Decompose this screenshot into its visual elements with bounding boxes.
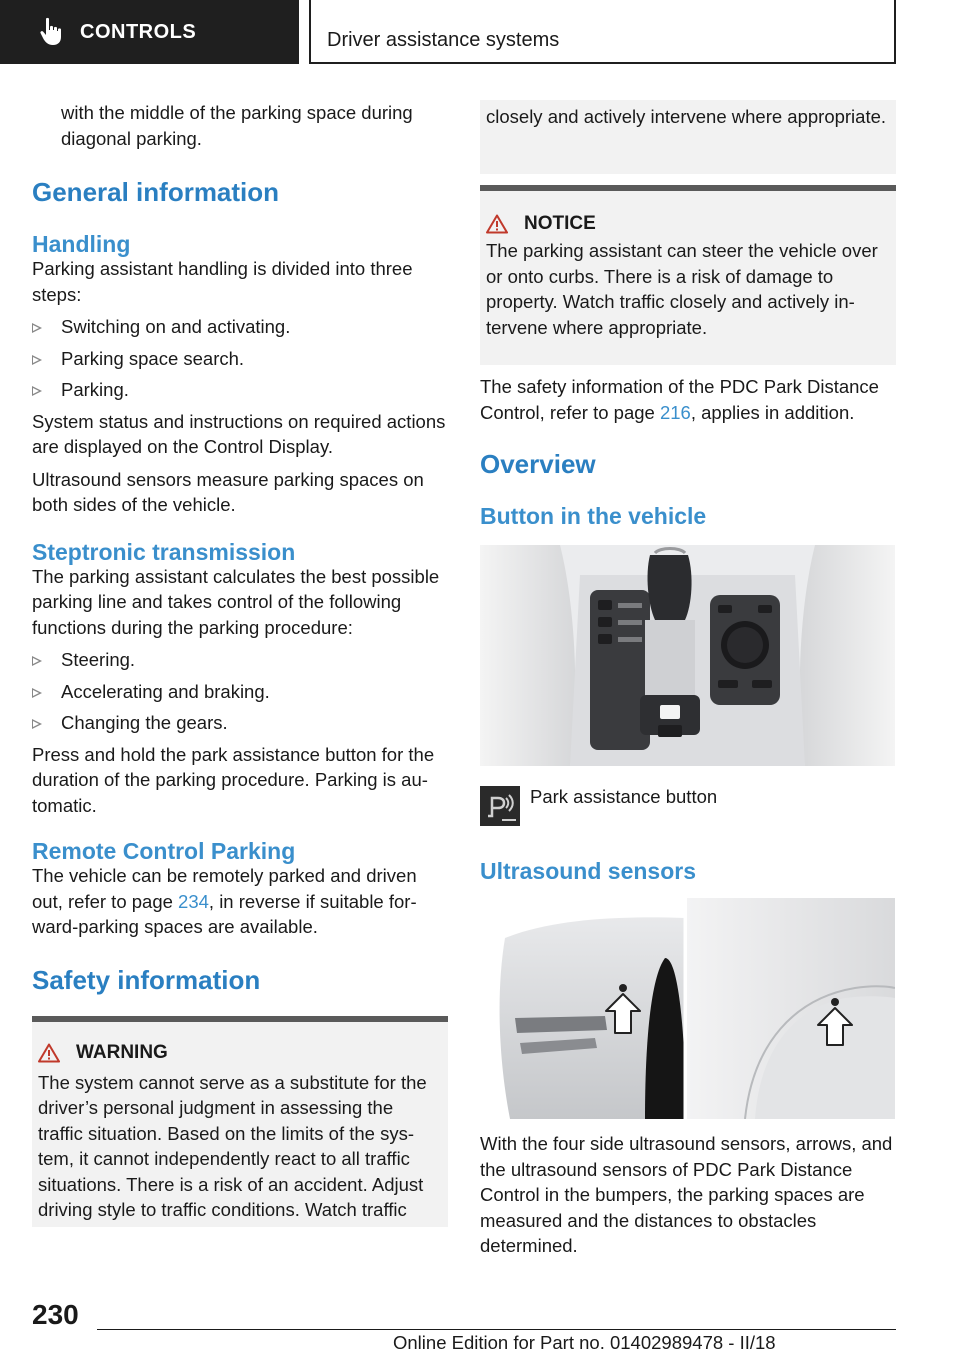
list-item: Switching on and activating. [32, 314, 448, 340]
page-link-234[interactable]: 234 [178, 890, 209, 912]
footer-divider [97, 1329, 896, 1330]
warning-triangle-icon [38, 1043, 60, 1063]
warning-title: WARNING [76, 1041, 168, 1063]
bullet-triangle-icon [32, 688, 42, 698]
steptronic-heading: Steptronic transmission [32, 538, 296, 565]
park-assist-button-caption: Park assistance button [530, 786, 718, 807]
chapter-header [309, 0, 896, 64]
intro-paragraph: with the middle of the parking space during diagonal parking. [61, 102, 413, 149]
bullet-triangle-icon [32, 386, 42, 396]
steptronic-paragraph: The parking assistant calculates the best possible parking line and takes control of the following functions during the parking procedure: [32, 565, 440, 638]
remote-control-parking-heading: Remote Control Parking [32, 838, 296, 864]
left-column [32, 100, 448, 1227]
ultrasound-sensors-photo [495, 898, 895, 1119]
bullet-triangle-icon [32, 355, 42, 365]
notice-text: The parking assistant can steer the vehicle over or onto curbs. There is a risk of damage to property. Watch traffic closely and actively intervene where appropriate. [486, 240, 878, 338]
notice-title-row [486, 213, 890, 235]
chapter-title: Driver assistance systems [327, 29, 560, 51]
ultrasound-paragraph: With the four side ultrasound sensors, arrows, and the ultrasound sensors of PDC Park Distance Control in the bumpers, the parking spaces are measured and the distances to obstacles determined. [480, 1133, 893, 1256]
right-column [480, 100, 896, 531]
list-item: Parking. [32, 377, 448, 403]
handling-heading: Handling [32, 231, 131, 257]
press-paragraph: Press and hold the park assistance button for the duration of the parking procedure. Parking is automatic. [32, 743, 435, 816]
bullet-triangle-icon [32, 656, 42, 666]
sensors-paragraph: Ultrasound sensors measure parking spaces on both sides of the vehicle. [32, 468, 424, 515]
list-item: Accelerating and braking. [32, 679, 448, 705]
section-tab [0, 0, 299, 64]
remote-paragraph: The vehicle can be remotely parked and driven out, refer to page 234, in reverse if suitable forward-parking spaces are available. [32, 865, 417, 937]
steptronic-list [32, 647, 448, 736]
handling-paragraph: Parking assistant handling is divided into three steps: [32, 258, 413, 305]
edition-note: Online Edition for Part no. 01402989478 - II/18 [393, 1332, 776, 1353]
notice-box [480, 185, 896, 365]
ultrasound-sensors-image [495, 898, 895, 1119]
general-information-heading: General information [32, 177, 280, 207]
bullet-triangle-icon [32, 719, 42, 729]
safety-information-heading: Safety information [32, 964, 261, 995]
center-console-photo [480, 545, 895, 766]
pdc-paragraph: The safety information of the PDC Park Distance Control, refer to page 216, applies in addition. [480, 376, 879, 423]
center-console-image [480, 545, 895, 766]
warning-title-row [38, 1042, 442, 1064]
list-item: Parking space search. [32, 346, 448, 372]
notice-title: NOTICE [524, 213, 596, 234]
warning-box [32, 1016, 448, 1227]
page-number: 230 [32, 1299, 79, 1330]
park-assist-button-icon [480, 786, 520, 826]
warning-continued-text: closely and actively intervene where appropriate. [486, 106, 887, 127]
status-paragraph: System status and instructions on required actions are displayed on the Control Display. [32, 410, 446, 457]
handling-steps-list [32, 314, 448, 403]
list-item: Steering. [32, 647, 448, 673]
notice-triangle-icon [486, 214, 508, 234]
list-item: Changing the gears. [32, 710, 448, 736]
bullet-triangle-icon [32, 323, 42, 333]
overview-heading: Overview [480, 449, 596, 479]
page-link-216[interactable]: 216 [659, 401, 691, 423]
warning-box-continued [480, 100, 896, 174]
warning-text: The system cannot serve as a substitute for the driver’s personal judgment in assessing the traffic situation. Based on the limits of the system, it cannot independently react to all traffic situations. There is a risk of an accident. Adjust driving style to traffic conditions. Watch traffic [38, 1071, 427, 1220]
button-in-vehicle-heading: Button in the vehicle [480, 503, 707, 529]
section-title: CONTROLS [80, 20, 197, 43]
pointing-hand-icon [40, 17, 66, 47]
ultrasound-sensors-heading: Ultrasound sensors [480, 858, 696, 884]
